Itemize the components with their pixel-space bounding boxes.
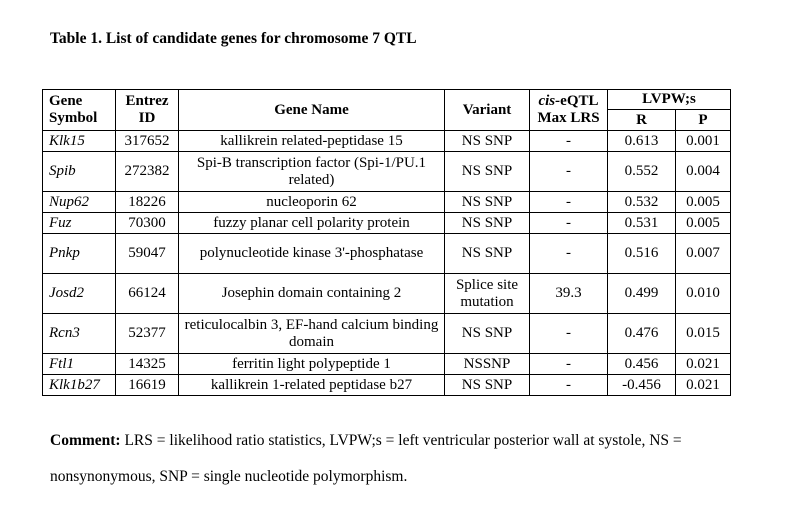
header-p: P: [676, 110, 731, 131]
p-value-cell: 0.007: [676, 234, 731, 274]
header-entrez-id: Entrez ID: [116, 90, 179, 131]
max-lrs-cell: -: [530, 152, 608, 192]
table-row: [43, 314, 731, 354]
entrez-id-cell: 16619: [116, 375, 179, 396]
max-lrs-cell: -: [530, 234, 608, 274]
p-value-cell: 0.010: [676, 274, 731, 314]
variant-cell: NS SNP: [445, 152, 530, 192]
gene-name-cell: Spi-B transcription factor (Spi-1/PU.1 related): [179, 152, 445, 192]
header-r: R: [608, 110, 676, 131]
entrez-id-cell: 70300: [116, 213, 179, 234]
r-value-cell: 0.516: [608, 234, 676, 274]
variant-cell: NS SNP: [445, 213, 530, 234]
table-row: [43, 192, 731, 213]
table-row: [43, 274, 731, 314]
p-value-cell: 0.001: [676, 131, 731, 152]
gene-name-cell: ferritin light polypeptide 1: [179, 354, 445, 375]
gene-name-cell: nucleoporin 62: [179, 192, 445, 213]
header-gene-symbol: Gene Symbol: [43, 90, 116, 131]
max-lrs-cell: -: [530, 213, 608, 234]
table-title: Table 1. List of candidate genes for chromosome 7 QTL: [50, 30, 417, 47]
table-row: [43, 213, 731, 234]
gene-symbol-cell: Klk1b27: [43, 375, 116, 396]
table-comment: Comment: LRS = likelihood ratio statistics, LVPW;s = left ventricular posterior wall at systole, NS = nonsynonymous, SNP = single nucleotide polymorphism.: [50, 432, 682, 485]
gene-symbol-cell: Nup62: [43, 192, 116, 213]
gene-name-cell: fuzzy planar cell polarity protein: [179, 213, 445, 234]
gene-name-cell: reticulocalbin 3, EF-hand calcium binding domain: [179, 314, 445, 354]
r-value-cell: 0.531: [608, 213, 676, 234]
p-value-cell: 0.005: [676, 192, 731, 213]
max-lrs-cell: -: [530, 192, 608, 213]
r-value-cell: 0.613: [608, 131, 676, 152]
gene-symbol-cell: Spib: [43, 152, 116, 192]
r-value-cell: 0.456: [608, 354, 676, 375]
entrez-id-cell: 52377: [116, 314, 179, 354]
p-value-cell: 0.005: [676, 213, 731, 234]
gene-symbol-cell: Josd2: [43, 274, 116, 314]
r-value-cell: 0.532: [608, 192, 676, 213]
r-value-cell: 0.552: [608, 152, 676, 192]
p-value-cell: 0.021: [676, 354, 731, 375]
r-value-cell: -0.456: [608, 375, 676, 396]
variant-cell: NS SNP: [445, 131, 530, 152]
max-lrs-cell: -: [530, 354, 608, 375]
header-lvpw: LVPW;s: [608, 90, 731, 110]
header-gene-name: Gene Name: [179, 90, 445, 131]
variant-cell: NS SNP: [445, 314, 530, 354]
variant-cell: Splice site mutation: [445, 274, 530, 314]
gene-name-cell: kallikrein related-peptidase 15: [179, 131, 445, 152]
variant-cell: NS SNP: [445, 375, 530, 396]
table-row: [43, 375, 731, 396]
entrez-id-cell: 272382: [116, 152, 179, 192]
header-variant: Variant: [445, 90, 530, 131]
max-lrs-cell: -: [530, 375, 608, 396]
header-cis-eqtl: cis-eQTL Max LRS: [530, 90, 608, 131]
gene-symbol-cell: Rcn3: [43, 314, 116, 354]
r-value-cell: 0.476: [608, 314, 676, 354]
p-value-cell: 0.021: [676, 375, 731, 396]
p-value-cell: 0.015: [676, 314, 731, 354]
entrez-id-cell: 59047: [116, 234, 179, 274]
table-row: [43, 234, 731, 274]
variant-cell: NSSNP: [445, 354, 530, 375]
entrez-id-cell: 14325: [116, 354, 179, 375]
gene-name-cell: polynucleotide kinase 3'-phosphatase: [179, 234, 445, 274]
candidate-genes-table: [42, 89, 731, 396]
variant-cell: NS SNP: [445, 192, 530, 213]
variant-cell: NS SNP: [445, 234, 530, 274]
entrez-id-cell: 66124: [116, 274, 179, 314]
p-value-cell: 0.004: [676, 152, 731, 192]
table-row: [43, 354, 731, 375]
max-lrs-cell: -: [530, 314, 608, 354]
max-lrs-cell: -: [530, 131, 608, 152]
max-lrs-cell: 39.3: [530, 274, 608, 314]
table-row: [43, 131, 731, 152]
gene-symbol-cell: Ftl1: [43, 354, 116, 375]
gene-name-cell: Josephin domain containing 2: [179, 274, 445, 314]
table-row: [43, 152, 731, 192]
gene-symbol-cell: Klk15: [43, 131, 116, 152]
entrez-id-cell: 18226: [116, 192, 179, 213]
entrez-id-cell: 317652: [116, 131, 179, 152]
r-value-cell: 0.499: [608, 274, 676, 314]
gene-name-cell: kallikrein 1-related peptidase b27: [179, 375, 445, 396]
gene-symbol-cell: Fuz: [43, 213, 116, 234]
gene-symbol-cell: Pnkp: [43, 234, 116, 274]
